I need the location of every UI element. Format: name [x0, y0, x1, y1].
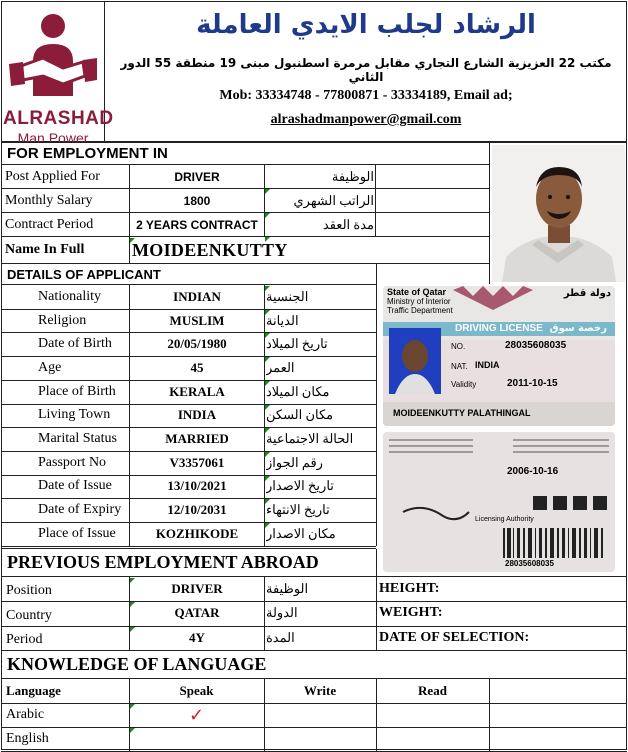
- license-holder-name: MOIDEENKUTTY PALATHINGAL: [393, 408, 531, 418]
- previous-label-0: Position: [6, 583, 52, 599]
- applicant-arabic-5: مكان السكن: [266, 407, 334, 423]
- language-header-0: Language: [6, 683, 61, 698]
- applicant-label-0: Nationality: [38, 288, 101, 304]
- employment-section-title: FOR EMPLOYMENT IN: [7, 145, 168, 162]
- license-validity-label: Validity: [451, 380, 477, 389]
- post-arabic: الوظيفة: [331, 168, 374, 184]
- driving-license-back: [383, 432, 615, 572]
- applicant-value-7: V3357061: [169, 454, 225, 470]
- handshake-person-icon: [3, 6, 103, 101]
- applicant-label-10: Place of Issue: [38, 525, 116, 541]
- applicant-arabic-6: الحالة الاجتماعية: [266, 431, 354, 447]
- applicant-value-2: 20/05/1980: [167, 336, 227, 352]
- name-value: MOIDEENKUTTY: [132, 239, 288, 260]
- applicant-arabic-1: الديانة: [266, 312, 299, 328]
- license-title: DRIVING LICENSE: [455, 323, 543, 334]
- license-back-date: 2006-10-16: [507, 466, 559, 477]
- applicant-value-5: INDIA: [177, 407, 217, 423]
- driving-license-front: [383, 286, 615, 426]
- license-title-ar: رخصة سوق: [549, 323, 607, 334]
- previous-label-2: Period: [6, 631, 43, 647]
- salary-label: Monthly Salary: [5, 192, 93, 208]
- applicant-arabic-4: مكان الميلاد: [266, 383, 330, 399]
- applicant-arabic-10: مكان الاصدار: [266, 525, 336, 541]
- arabic-address: مكتب 22 العزيزية الشارع التجاري مقابل مرمرة اسطنبول مبنى 19 منطقة 55 الدور الثاني: [120, 56, 612, 84]
- applicant-arabic-3: العمر: [266, 359, 295, 375]
- previous-value-1: QATAR: [174, 605, 220, 621]
- applicant-value-9: 12/10/2031: [167, 502, 227, 518]
- language-header-2: Write: [303, 683, 337, 698]
- applicant-arabic-7: رقم الجواز: [266, 454, 323, 470]
- previous-right-0: HEIGHT:: [379, 581, 440, 597]
- license-no-value: 28035608035: [505, 340, 567, 351]
- language-header-1: Speak: [179, 683, 214, 698]
- license-back-barcode-no: 28035608035: [505, 559, 554, 568]
- language-name-1: English: [6, 731, 49, 746]
- applicant-label-5: Living Town: [38, 407, 111, 423]
- applicant-value-1: MUSLIM: [169, 312, 225, 328]
- license-ministry: Ministry of Interior: [387, 297, 451, 306]
- applicant-arabic-0: الجنسية: [266, 288, 309, 304]
- previous-arabic-2: المدة: [266, 629, 295, 645]
- applicant-arabic-8: تاريخ الاصدار: [266, 478, 334, 494]
- license-nat-value: INDIA: [475, 360, 500, 370]
- applicant-value-6: MARRIED: [165, 431, 229, 447]
- person-portrait-icon: [492, 145, 625, 282]
- post-label: Post Applied For: [5, 168, 100, 184]
- salary-arabic: الراتب الشهري: [293, 192, 374, 208]
- previous-section-title: PREVIOUS EMPLOYMENT ABROAD: [7, 551, 319, 572]
- applicant-label-4: Place of Birth: [38, 383, 116, 399]
- license-state: State of Qatar: [387, 287, 447, 297]
- previous-value-2: 4Y: [189, 629, 205, 645]
- previous-arabic-0: الوظيفة: [266, 581, 309, 597]
- applicant-section-title: DETAILS OF APPLICANT: [7, 266, 161, 282]
- applicant-arabic-2: تاريخ الميلاد: [266, 336, 328, 352]
- applicant-value-8: 13/10/2021: [167, 478, 227, 494]
- mobile-numbers: Mob: 33334748 - 77800871 - 33334189, Email ad;: [219, 88, 513, 103]
- language-header-3: Read: [418, 683, 447, 698]
- applicant-label-9: Date of Expiry: [38, 502, 122, 518]
- applicant-label-7: Passport No: [38, 454, 107, 470]
- applicant-label-6: Marital Status: [38, 431, 117, 447]
- logo-sub: Man Power: [17, 130, 89, 146]
- license-no-label: NO.: [451, 342, 466, 351]
- applicant-value-10: KOZHIKODE: [155, 525, 239, 541]
- arabic-title: الرشاد لجلب الايدي العاملة: [196, 10, 536, 40]
- previous-right-1: WEIGHT:: [379, 605, 443, 621]
- contract-label: Contract Period: [5, 216, 94, 232]
- email-address[interactable]: alrashadmanpower@gmail.com: [270, 112, 462, 127]
- company-logo: [3, 6, 114, 146]
- previous-arabic-1: الدولة: [266, 605, 298, 621]
- language-speak-1[interactable]: [129, 727, 264, 751]
- applicant-label-2: Date of Birth: [38, 336, 112, 352]
- applicant-value-3: 45: [190, 359, 204, 375]
- license-back-authority: Licensing Authority: [475, 516, 534, 523]
- license-nat-label: NAT.: [451, 362, 468, 371]
- contract-arabic: مدة العقد: [322, 216, 374, 232]
- applicant-label-8: Date of Issue: [38, 478, 112, 494]
- license-dept: Traffic Department: [387, 306, 453, 315]
- license-validity-value: 2011-10-15: [507, 378, 558, 389]
- language-speak-0[interactable]: ✓: [188, 704, 205, 726]
- license-back-graphic: [383, 432, 615, 572]
- applicant-label-3: Age: [38, 359, 62, 375]
- applicant-value-0: INDIAN: [173, 288, 221, 304]
- previous-label-1: Country: [6, 607, 52, 623]
- applicant-photo: [492, 145, 625, 282]
- applicant-value-4: KERALA: [169, 383, 225, 399]
- name-label: Name In Full: [5, 242, 85, 257]
- previous-value-0: DRIVER: [171, 581, 223, 597]
- logo-brand: ALRASHAD: [3, 108, 114, 129]
- applicant-label-1: Religion: [38, 312, 87, 328]
- contract-value: 2 YEARS CONTRACT: [136, 217, 258, 232]
- previous-right-2: DATE OF SELECTION:: [379, 629, 530, 645]
- language-section-title: KNOWLEDGE OF LANGUAGE: [7, 653, 267, 674]
- language-name-0: Arabic: [6, 707, 45, 722]
- post-value: DRIVER: [174, 169, 220, 184]
- applicant-arabic-9: تاريخ الانتهاء: [266, 502, 330, 518]
- salary-value: 1800: [183, 193, 211, 208]
- license-state-ar: دولة قطر: [563, 288, 611, 299]
